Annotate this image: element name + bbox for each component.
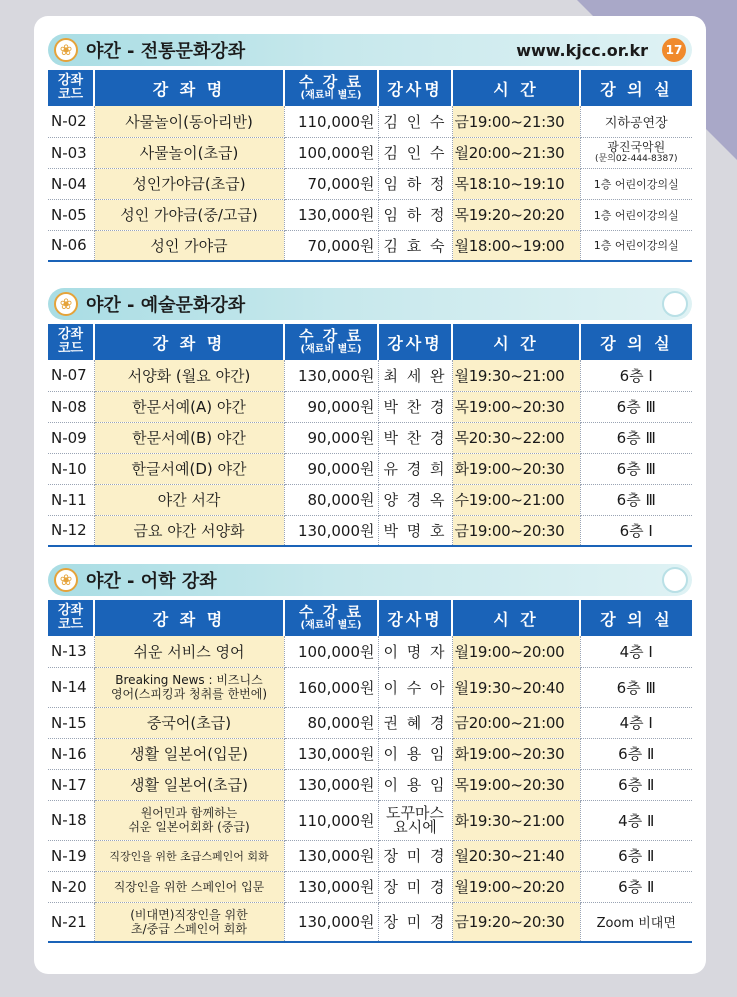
course-code: N-12 bbox=[48, 515, 94, 546]
header-code: 강좌 코드 bbox=[48, 600, 94, 636]
page-number-badge: 17 bbox=[662, 38, 686, 62]
course-room: 4층 Ⅰ bbox=[580, 636, 692, 667]
course-name: 한문서예(B) 야간 bbox=[94, 422, 284, 453]
header-teacher: 강사명 bbox=[378, 324, 452, 360]
course-code: N-19 bbox=[48, 840, 94, 871]
header-fee: 수 강 료 (재료비 별도) bbox=[284, 70, 378, 106]
course-room: 6층 Ⅰ bbox=[580, 360, 692, 391]
course-room: 1층 어린이강의실 bbox=[580, 168, 692, 199]
course-teacher: 최 세 완 bbox=[378, 360, 452, 391]
course-fee: 90,000원 bbox=[284, 391, 378, 422]
course-room: 1층 어린이강의실 bbox=[580, 230, 692, 261]
course-room: 6층 Ⅲ bbox=[580, 453, 692, 484]
course-room: 광진국악원 (문의02-444-8387) bbox=[580, 137, 692, 168]
course-room: 6층 Ⅱ bbox=[580, 840, 692, 871]
header-time: 시 간 bbox=[452, 70, 580, 106]
header-room: 강 의 실 bbox=[580, 70, 692, 106]
course-name: 직장인을 위한 초급스페인어 회화 bbox=[94, 840, 284, 871]
header-fee: 수 강 료 (재료비 별도) bbox=[284, 324, 378, 360]
circle-icon bbox=[662, 291, 688, 317]
course-room: 6층 Ⅲ bbox=[580, 422, 692, 453]
table-row bbox=[48, 106, 692, 137]
flower-icon: ❀ bbox=[54, 292, 78, 316]
course-teacher: 김 인 수 bbox=[378, 137, 452, 168]
course-code: N-05 bbox=[48, 199, 94, 230]
table-row bbox=[48, 769, 692, 800]
table-row bbox=[48, 902, 692, 942]
table-row bbox=[48, 199, 692, 230]
table-row bbox=[48, 168, 692, 199]
course-name: 생활 일본어(입문) bbox=[94, 738, 284, 769]
site-url[interactable]: www.kjcc.or.kr bbox=[516, 40, 648, 60]
course-teacher: 임 하 정 bbox=[378, 168, 452, 199]
section-header bbox=[48, 34, 692, 66]
course-fee: 130,000원 bbox=[284, 769, 378, 800]
course-code: N-13 bbox=[48, 636, 94, 667]
course-room: 6층 Ⅲ bbox=[580, 484, 692, 515]
course-name: 성인 가야금(중/고급) bbox=[94, 199, 284, 230]
course-teacher: 김 인 수 bbox=[378, 106, 452, 137]
table-row bbox=[48, 800, 692, 840]
header-code: 강좌 코드 bbox=[48, 70, 94, 106]
course-teacher: 장 미 경 bbox=[378, 902, 452, 942]
course-name: 쉬운 서비스 영어 bbox=[94, 636, 284, 667]
section-title: 야간 - 어학 강좌 bbox=[86, 571, 217, 592]
course-teacher: 장 미 경 bbox=[378, 871, 452, 902]
course-room: 4층 Ⅱ bbox=[580, 800, 692, 840]
course-teacher: 임 하 정 bbox=[378, 199, 452, 230]
course-time: 목19:20~20:20 bbox=[452, 199, 580, 230]
course-fee: 100,000원 bbox=[284, 137, 378, 168]
course-table bbox=[48, 324, 692, 547]
header-name: 강 좌 명 bbox=[94, 600, 284, 636]
course-time: 목20:30~22:00 bbox=[452, 422, 580, 453]
course-room: 6층 Ⅲ bbox=[580, 667, 692, 707]
table-row bbox=[48, 738, 692, 769]
section-language bbox=[48, 564, 692, 943]
course-code: N-06 bbox=[48, 230, 94, 261]
section-header bbox=[48, 288, 692, 320]
header-code: 강좌 코드 bbox=[48, 324, 94, 360]
course-room: 6층 Ⅱ bbox=[580, 738, 692, 769]
course-teacher: 도꾸마스 요시에 bbox=[378, 800, 452, 840]
course-name: Breaking News : 비즈니스 영어(스피킹과 청취를 한번에) bbox=[94, 667, 284, 707]
flower-icon: ❀ bbox=[54, 38, 78, 62]
course-code: N-07 bbox=[48, 360, 94, 391]
course-room: 4층 Ⅰ bbox=[580, 707, 692, 738]
course-code: N-18 bbox=[48, 800, 94, 840]
course-name: 중국어(초급) bbox=[94, 707, 284, 738]
course-code: N-11 bbox=[48, 484, 94, 515]
table-row bbox=[48, 871, 692, 902]
course-name: 사물놀이(초급) bbox=[94, 137, 284, 168]
course-teacher: 양 경 옥 bbox=[378, 484, 452, 515]
header-name: 강 좌 명 bbox=[94, 324, 284, 360]
course-fee: 100,000원 bbox=[284, 636, 378, 667]
course-code: N-20 bbox=[48, 871, 94, 902]
course-time: 화19:00~20:30 bbox=[452, 453, 580, 484]
circle-icon bbox=[662, 567, 688, 593]
course-time: 금19:20~20:30 bbox=[452, 902, 580, 942]
flower-icon: ❀ bbox=[54, 568, 78, 592]
course-teacher: 유 경 희 bbox=[378, 453, 452, 484]
table-row bbox=[48, 453, 692, 484]
course-code: N-15 bbox=[48, 707, 94, 738]
course-fee: 160,000원 bbox=[284, 667, 378, 707]
course-time: 목19:00~20:30 bbox=[452, 391, 580, 422]
course-time: 목19:00~20:30 bbox=[452, 769, 580, 800]
course-name: 한문서예(A) 야간 bbox=[94, 391, 284, 422]
course-name: 성인 가야금 bbox=[94, 230, 284, 261]
course-teacher: 박 찬 경 bbox=[378, 422, 452, 453]
course-name: 서양화 (월요 야간) bbox=[94, 360, 284, 391]
course-teacher: 박 명 호 bbox=[378, 515, 452, 546]
course-name: (비대면)직장인을 위한 초/중급 스페인어 회화 bbox=[94, 902, 284, 942]
course-table bbox=[48, 600, 692, 943]
course-teacher: 이 용 임 bbox=[378, 738, 452, 769]
course-time: 수19:00~21:00 bbox=[452, 484, 580, 515]
header-room: 강 의 실 bbox=[580, 600, 692, 636]
course-room: 지하공연장 bbox=[580, 106, 692, 137]
course-room: 6층 Ⅱ bbox=[580, 871, 692, 902]
course-teacher: 권 혜 경 bbox=[378, 707, 452, 738]
course-fee: 110,000원 bbox=[284, 106, 378, 137]
course-code: N-16 bbox=[48, 738, 94, 769]
course-time: 월20:30~21:40 bbox=[452, 840, 580, 871]
course-name: 금요 야간 서양화 bbox=[94, 515, 284, 546]
course-time: 금19:00~21:30 bbox=[452, 106, 580, 137]
course-room: 6층 Ⅲ bbox=[580, 391, 692, 422]
course-code: N-14 bbox=[48, 667, 94, 707]
course-code: N-21 bbox=[48, 902, 94, 942]
course-fee: 80,000원 bbox=[284, 484, 378, 515]
course-room: 6층 Ⅱ bbox=[580, 769, 692, 800]
course-fee: 130,000원 bbox=[284, 738, 378, 769]
course-code: N-04 bbox=[48, 168, 94, 199]
course-time: 월19:00~20:00 bbox=[452, 636, 580, 667]
course-fee: 130,000원 bbox=[284, 360, 378, 391]
section-traditional bbox=[48, 34, 692, 262]
course-code: N-09 bbox=[48, 422, 94, 453]
course-time: 화19:30~21:00 bbox=[452, 800, 580, 840]
course-fee: 90,000원 bbox=[284, 422, 378, 453]
course-room: 6층 Ⅰ bbox=[580, 515, 692, 546]
course-code: N-02 bbox=[48, 106, 94, 137]
course-fee: 70,000원 bbox=[284, 230, 378, 261]
course-fee: 130,000원 bbox=[284, 515, 378, 546]
header-fee: 수 강 료 (재료비 별도) bbox=[284, 600, 378, 636]
course-teacher: 장 미 경 bbox=[378, 840, 452, 871]
course-time: 금19:00~20:30 bbox=[452, 515, 580, 546]
course-code: N-03 bbox=[48, 137, 94, 168]
table-row bbox=[48, 707, 692, 738]
course-fee: 110,000원 bbox=[284, 800, 378, 840]
section-header bbox=[48, 564, 692, 596]
table-row bbox=[48, 515, 692, 546]
course-time: 화19:00~20:30 bbox=[452, 738, 580, 769]
page bbox=[34, 16, 706, 974]
course-teacher: 이 용 임 bbox=[378, 769, 452, 800]
header-room: 강 의 실 bbox=[580, 324, 692, 360]
course-fee: 70,000원 bbox=[284, 168, 378, 199]
course-room: Zoom 비대면 bbox=[580, 902, 692, 942]
course-time: 금20:00~21:00 bbox=[452, 707, 580, 738]
course-time: 월19:00~20:20 bbox=[452, 871, 580, 902]
course-name: 사물놀이(동아리반) bbox=[94, 106, 284, 137]
course-name: 한글서예(D) 야간 bbox=[94, 453, 284, 484]
course-time: 월18:00~19:00 bbox=[452, 230, 580, 261]
course-table bbox=[48, 70, 692, 262]
course-room: 1층 어린이강의실 bbox=[580, 199, 692, 230]
course-time: 월20:00~21:30 bbox=[452, 137, 580, 168]
course-time: 목18:10~19:10 bbox=[452, 168, 580, 199]
table-row bbox=[48, 230, 692, 261]
header-teacher: 강사명 bbox=[378, 600, 452, 636]
table-row bbox=[48, 667, 692, 707]
course-fee: 130,000원 bbox=[284, 902, 378, 942]
course-name: 직장인을 위한 스페인어 입문 bbox=[94, 871, 284, 902]
course-name: 야간 서각 bbox=[94, 484, 284, 515]
section-title: 야간 - 예술문화강좌 bbox=[86, 295, 246, 316]
course-fee: 90,000원 bbox=[284, 453, 378, 484]
course-time: 월19:30~21:00 bbox=[452, 360, 580, 391]
course-teacher: 김 효 숙 bbox=[378, 230, 452, 261]
course-teacher: 박 찬 경 bbox=[378, 391, 452, 422]
course-fee: 130,000원 bbox=[284, 871, 378, 902]
table-row bbox=[48, 484, 692, 515]
table-row bbox=[48, 840, 692, 871]
table-row bbox=[48, 391, 692, 422]
course-code: N-17 bbox=[48, 769, 94, 800]
course-name: 성인가야금(초급) bbox=[94, 168, 284, 199]
table-row bbox=[48, 422, 692, 453]
header-teacher: 강사명 bbox=[378, 70, 452, 106]
course-fee: 130,000원 bbox=[284, 199, 378, 230]
course-teacher: 이 수 아 bbox=[378, 667, 452, 707]
section-title: 야간 - 전통문화강좌 bbox=[86, 41, 246, 62]
course-fee: 130,000원 bbox=[284, 840, 378, 871]
table-row bbox=[48, 360, 692, 391]
course-time: 월19:30~20:40 bbox=[452, 667, 580, 707]
section-arts bbox=[48, 288, 692, 547]
course-code: N-10 bbox=[48, 453, 94, 484]
table-row bbox=[48, 636, 692, 667]
header-time: 시 간 bbox=[452, 324, 580, 360]
course-code: N-08 bbox=[48, 391, 94, 422]
course-teacher: 이 명 자 bbox=[378, 636, 452, 667]
table-row bbox=[48, 137, 692, 168]
course-name: 생활 일본어(초급) bbox=[94, 769, 284, 800]
header-time: 시 간 bbox=[452, 600, 580, 636]
course-fee: 80,000원 bbox=[284, 707, 378, 738]
course-name: 원어민과 함께하는 쉬운 일본어회화 (중급) bbox=[94, 800, 284, 840]
header-name: 강 좌 명 bbox=[94, 70, 284, 106]
